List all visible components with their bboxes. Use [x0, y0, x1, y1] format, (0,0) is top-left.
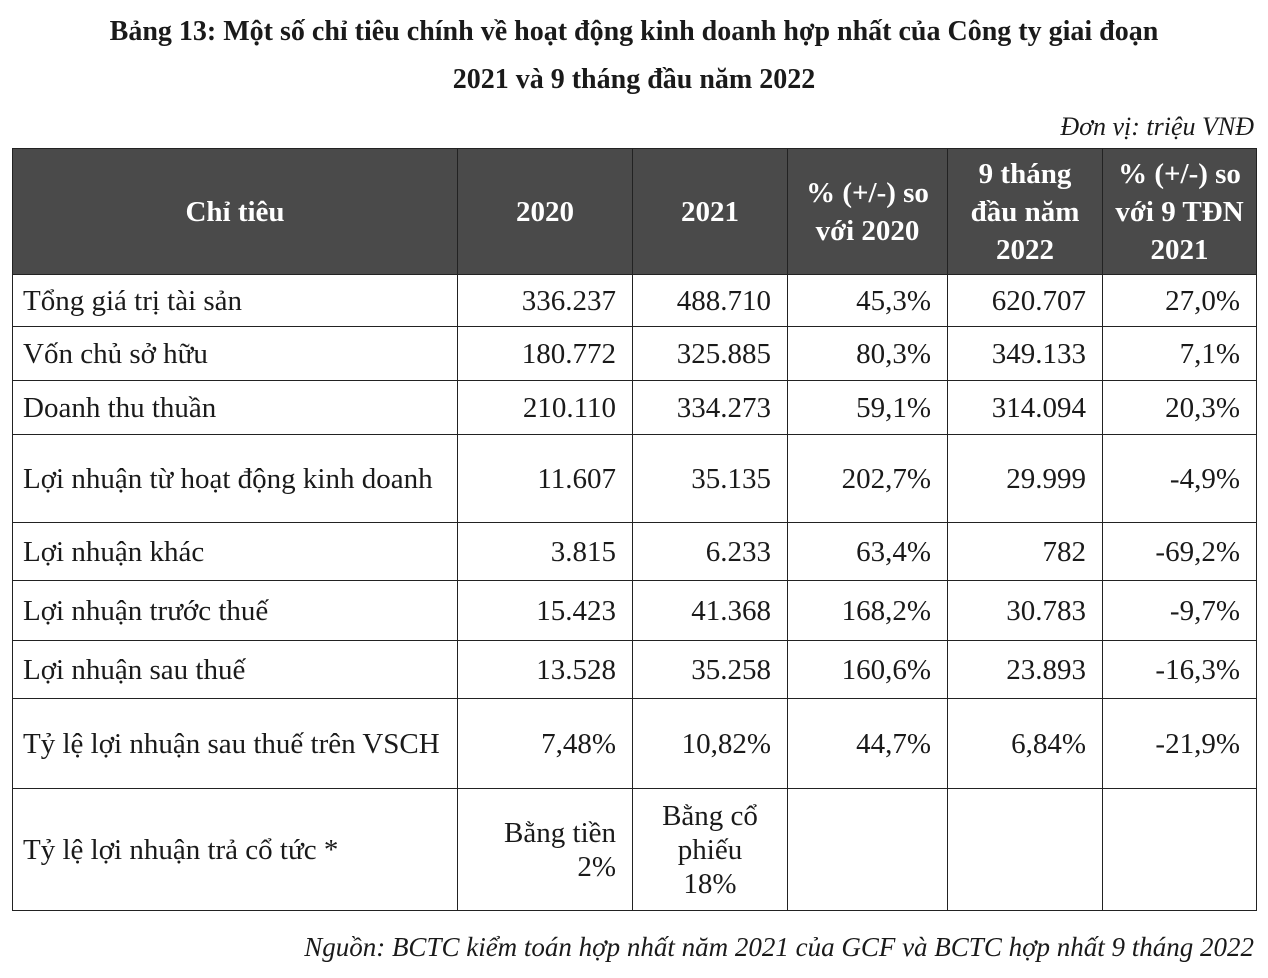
cell-pct-9m: 20,3%: [1103, 381, 1257, 435]
row-label: Tỷ lệ lợi nhuận sau thuế trên VSCH: [13, 699, 458, 789]
row-label: Lợi nhuận từ hoạt động kinh doanh: [13, 435, 458, 523]
cell-2020: 7,48%: [458, 699, 633, 789]
cell-2020: 13.528: [458, 641, 633, 699]
cell-2020: 180.772: [458, 327, 633, 381]
cell-pct-9m: 7,1%: [1103, 327, 1257, 381]
cell-9m-2022: 782: [948, 523, 1103, 581]
source-note: Nguồn: BCTC kiểm toán hợp nhất năm 2021 của GCF và BCTC hợp nhất 9 tháng 2022: [304, 932, 1254, 962]
table-title-line2: 2021 và 9 tháng đầu năm 2022: [452, 64, 816, 95]
financial-indicators-table: [12, 148, 1257, 911]
table-row: [13, 641, 1257, 699]
cell-pct-2020: 63,4%: [788, 523, 948, 581]
cell-9m-2022: 29.999: [948, 435, 1103, 523]
cell-2020: Bằng tiền 2%: [458, 789, 633, 911]
cell-pct-9m: [1103, 789, 1257, 911]
cell-9m-2022: 30.783: [948, 581, 1103, 641]
row-label: Tổng giá trị tài sản: [13, 275, 458, 327]
cell-pct-2020: 44,7%: [788, 699, 948, 789]
cell-pct-9m: -69,2%: [1103, 523, 1257, 581]
cell-2021: Bằng cổ phiếu 18%: [633, 789, 788, 911]
cell-pct-2020: 80,3%: [788, 327, 948, 381]
cell-pct-2020: 45,3%: [788, 275, 948, 327]
header-2020: 2020: [458, 149, 633, 275]
cell-9m-2022: 349.133: [948, 327, 1103, 381]
cell-9m-2022: 6,84%: [948, 699, 1103, 789]
cell-9m-2022: 620.707: [948, 275, 1103, 327]
cell-pct-2020: 168,2%: [788, 581, 948, 641]
table-row: [13, 581, 1257, 641]
table-row: [13, 789, 1257, 911]
cell-pct-9m: -21,9%: [1103, 699, 1257, 789]
cell-2020: 15.423: [458, 581, 633, 641]
row-label: Tỷ lệ lợi nhuận trả cổ tức *: [13, 789, 458, 911]
table-row: [13, 435, 1257, 523]
header-pct-vs-9m-2021: % (+/-) so với 9 TĐN 2021: [1103, 149, 1257, 275]
cell-2020: 210.110: [458, 381, 633, 435]
cell-2020: 3.815: [458, 523, 633, 581]
cell-pct-9m: -4,9%: [1103, 435, 1257, 523]
cell-9m-2022: 23.893: [948, 641, 1103, 699]
cell-2021: 325.885: [633, 327, 788, 381]
header-2021: 2021: [633, 149, 788, 275]
row-label: Vốn chủ sở hữu: [13, 327, 458, 381]
header-9m-2022: 9 tháng đầu năm 2022: [948, 149, 1103, 275]
cell-2020: 11.607: [458, 435, 633, 523]
table-row: [13, 523, 1257, 581]
row-label: Lợi nhuận khác: [13, 523, 458, 581]
table-title-line1: Bảng 13: Một số chỉ tiêu chính về hoạt động kinh doanh hợp nhất của Công ty giai đoạn: [109, 16, 1159, 47]
cell-2021: 6.233: [633, 523, 788, 581]
table-header-row: [13, 149, 1257, 275]
cell-pct-2020: 202,7%: [788, 435, 948, 523]
table-row: [13, 699, 1257, 789]
cell-2021: 41.368: [633, 581, 788, 641]
table-row: [13, 381, 1257, 435]
unit-note: Đơn vị: triệu VNĐ: [1060, 112, 1254, 141]
row-label: Lợi nhuận trước thuế: [13, 581, 458, 641]
header-pct-vs-2020: % (+/-) so với 2020: [788, 149, 948, 275]
cell-pct-9m: 27,0%: [1103, 275, 1257, 327]
cell-2021: 488.710: [633, 275, 788, 327]
cell-2021: 10,82%: [633, 699, 788, 789]
cell-2021: 35.135: [633, 435, 788, 523]
row-label: Doanh thu thuần: [13, 381, 458, 435]
row-label: Lợi nhuận sau thuế: [13, 641, 458, 699]
cell-pct-2020: 160,6%: [788, 641, 948, 699]
table-row: [13, 275, 1257, 327]
cell-9m-2022: [948, 789, 1103, 911]
table-row: [13, 327, 1257, 381]
cell-pct-2020: [788, 789, 948, 911]
cell-2021: 334.273: [633, 381, 788, 435]
cell-pct-9m: -16,3%: [1103, 641, 1257, 699]
table-title: [0, 8, 1268, 104]
cell-pct-2020: 59,1%: [788, 381, 948, 435]
cell-pct-9m: -9,7%: [1103, 581, 1257, 641]
cell-2021: 35.258: [633, 641, 788, 699]
cell-9m-2022: 314.094: [948, 381, 1103, 435]
header-indicator: Chỉ tiêu: [13, 149, 458, 275]
cell-2020: 336.237: [458, 275, 633, 327]
